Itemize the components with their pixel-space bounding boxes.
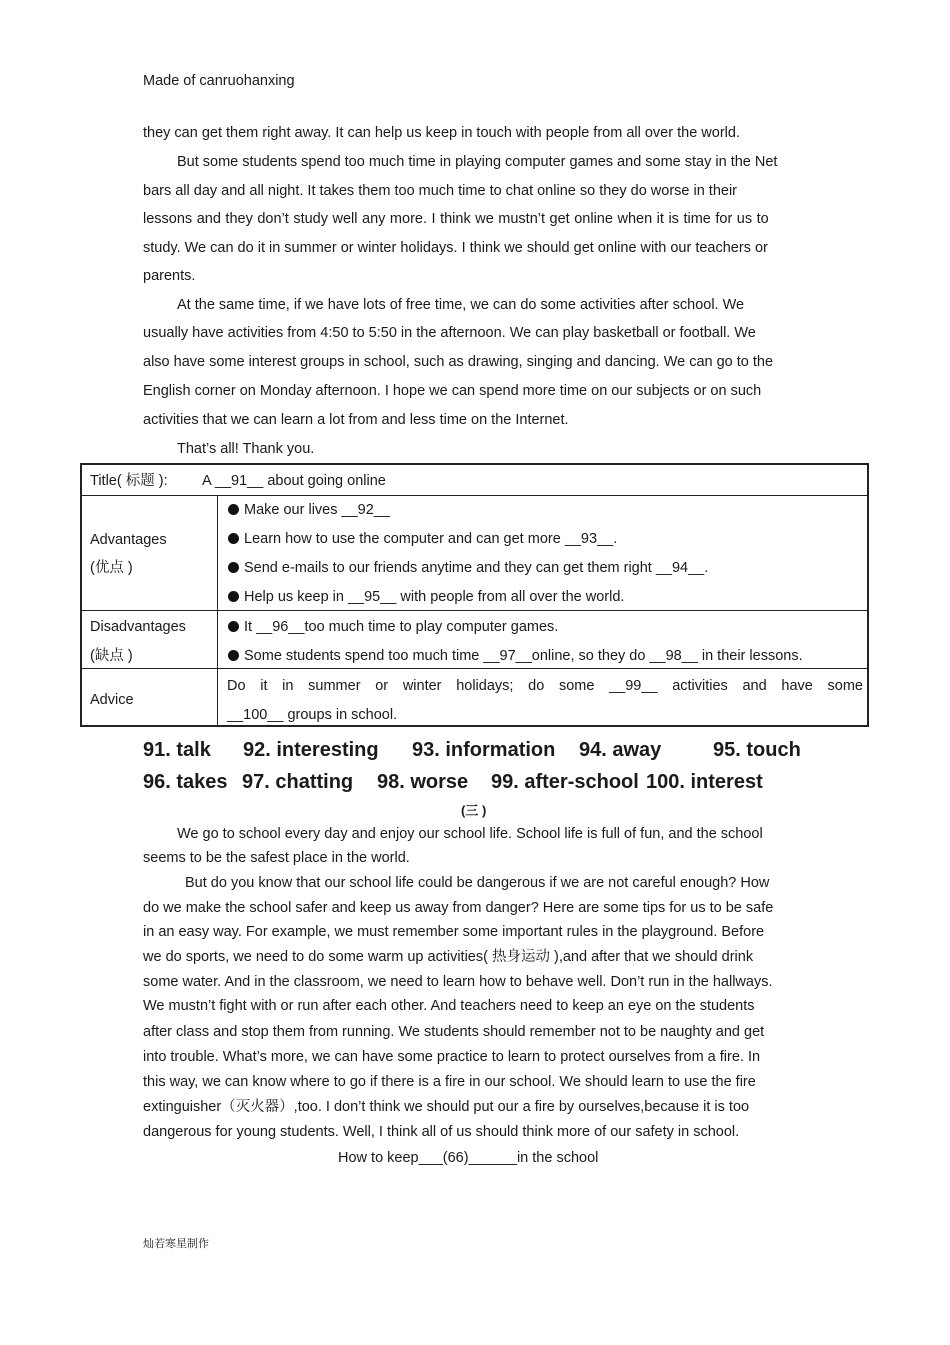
answer-item: 92. interesting [243,739,379,761]
paragraph-line: into trouble. What’s more, we can have some practice to learn to protect ourselves from a fire. In [143,1049,761,1065]
answer-item: 99. after-school [491,771,639,793]
disadvantages-label: Disadvantages [90,619,186,635]
advice-line: __100__ groups in school. [227,707,398,723]
paragraph-line: usually have activities from 4:50 to 5:50 in the afternoon. We can play basketball or football. We [143,325,756,341]
disadvantages-label-cn: (缺点 ) [90,648,133,664]
summary-table [80,463,869,727]
bullet-icon [228,562,239,573]
page-header: Made of canruohanxing [143,73,295,89]
paragraph-line: activities that we can learn a lot from and less time on the Internet. [143,412,569,428]
bullet-icon [228,504,239,515]
answer-item: 94. away [579,739,662,761]
answer-item: 95. touch [713,739,801,761]
question-title: How to keep___(66)______in the school [338,1150,599,1166]
paragraph-line: We go to school every day and enjoy our school life. School life is full of fun, and the school [177,826,763,842]
paragraph-line: At the same time, if we have lots of free time, we can do some activities after school. We [177,297,745,313]
answer-item: 91. talk [143,739,211,761]
answer-item: 97. chatting [242,771,354,793]
paragraph-line: bars all day and all night. It takes them too much time to chat online so they do worse in their [143,183,738,199]
paragraph-line: some water. And in the classroom, we need to learn how to behave well. Don’t run in the hallways. [143,974,773,990]
paragraph-line: in an easy way. For example, we must remember some important rules in the playground. Before [143,924,765,940]
answer-item: 100. interest [646,771,763,793]
paragraph-line: do we make the school safer and keep us away from danger? Here are some tips for us to be safe [143,900,774,916]
table-divider [82,668,867,669]
disadvantage-item: Some students spend too much time __97__online, so they do __98__ in their lessons. [228,647,803,665]
paragraph-line: also have some interest groups in school, such as drawing, singing and dancing. We can go to the [143,354,774,370]
bullet-icon [228,533,239,544]
answer-item: 98. worse [377,771,469,793]
paragraph-line: dangerous for young students. Well, I think all of us should think more of our safety in school. [143,1124,740,1140]
title-label: Title( 标题 ): [90,473,168,489]
paragraph-line: after class and stop them from running. We students should remember not to be naughty and get [143,1024,765,1040]
advantage-item: Learn how to use the computer and can get more __93__. [228,530,617,548]
advantage-item: Send e-mails to our friends anytime and they can get them right __94__. [228,559,708,577]
advice-label: Advice [90,692,134,708]
advantage-item: Help us keep in __95__ with people from all over the world. [228,588,624,606]
paragraph-line: extinguisher（灭火器）,too. I don’t think we should put our a fire by ourselves,because it is too [143,1099,750,1115]
advice-line: Do it in summer or winter holidays; do some __99__ activities and have some [227,678,863,694]
bullet-icon [228,591,239,602]
table-column-divider [217,495,218,725]
answer-item: 93. information [412,739,556,761]
page-footer: 灿若寒星制作 [143,1238,209,1250]
section-label: (三 ) [461,803,487,818]
answer-item: 96. takes [143,771,228,793]
paragraph-line: parents. [143,268,196,284]
paragraph-line: study. We can do it in summer or winter holidays. I think we should get online with our teachers or [143,240,768,256]
paragraph-line: But do you know that our school life could be dangerous if we are not careful enough? How [185,875,770,891]
table-divider [82,495,867,496]
paragraph-line: English corner on Monday afternoon. I hope we can spend more time on our subjects or on such [143,383,762,399]
paragraph-line: lessons and they don’t study well any more. I think we mustn’t get online when it is time for us to [143,211,769,227]
paragraph-line: But some students spend too much time in playing computer games and some stay in the Net [177,154,778,170]
advantages-label: Advantages [90,532,167,548]
advantage-item: Make our lives __92__ [228,501,390,519]
bullet-icon [228,650,239,661]
paragraph-line: seems to be the safest place in the world. [143,850,410,866]
paragraph-line: we do sports, we need to do some warm up activities( 热身运动 ),and after that we should drink [143,949,754,965]
paragraph-line: they can get them right away. It can help us keep in touch with people from all over the world. [143,125,740,141]
paragraph-line: this way, we can know where to go if there is a fire in our school. We should learn to use the fire [143,1074,756,1090]
table-divider [82,610,867,611]
bullet-icon [228,621,239,632]
title-value: A __91__ about going online [202,473,386,489]
paragraph-line: We mustn’t fight with or run after each other. And teachers need to keep an eye on the students [143,998,755,1014]
paragraph-line: That’s all! Thank you. [177,441,315,457]
disadvantage-item: It __96__too much time to play computer games. [228,618,558,636]
advantages-label-cn: (优点 ) [90,560,133,576]
